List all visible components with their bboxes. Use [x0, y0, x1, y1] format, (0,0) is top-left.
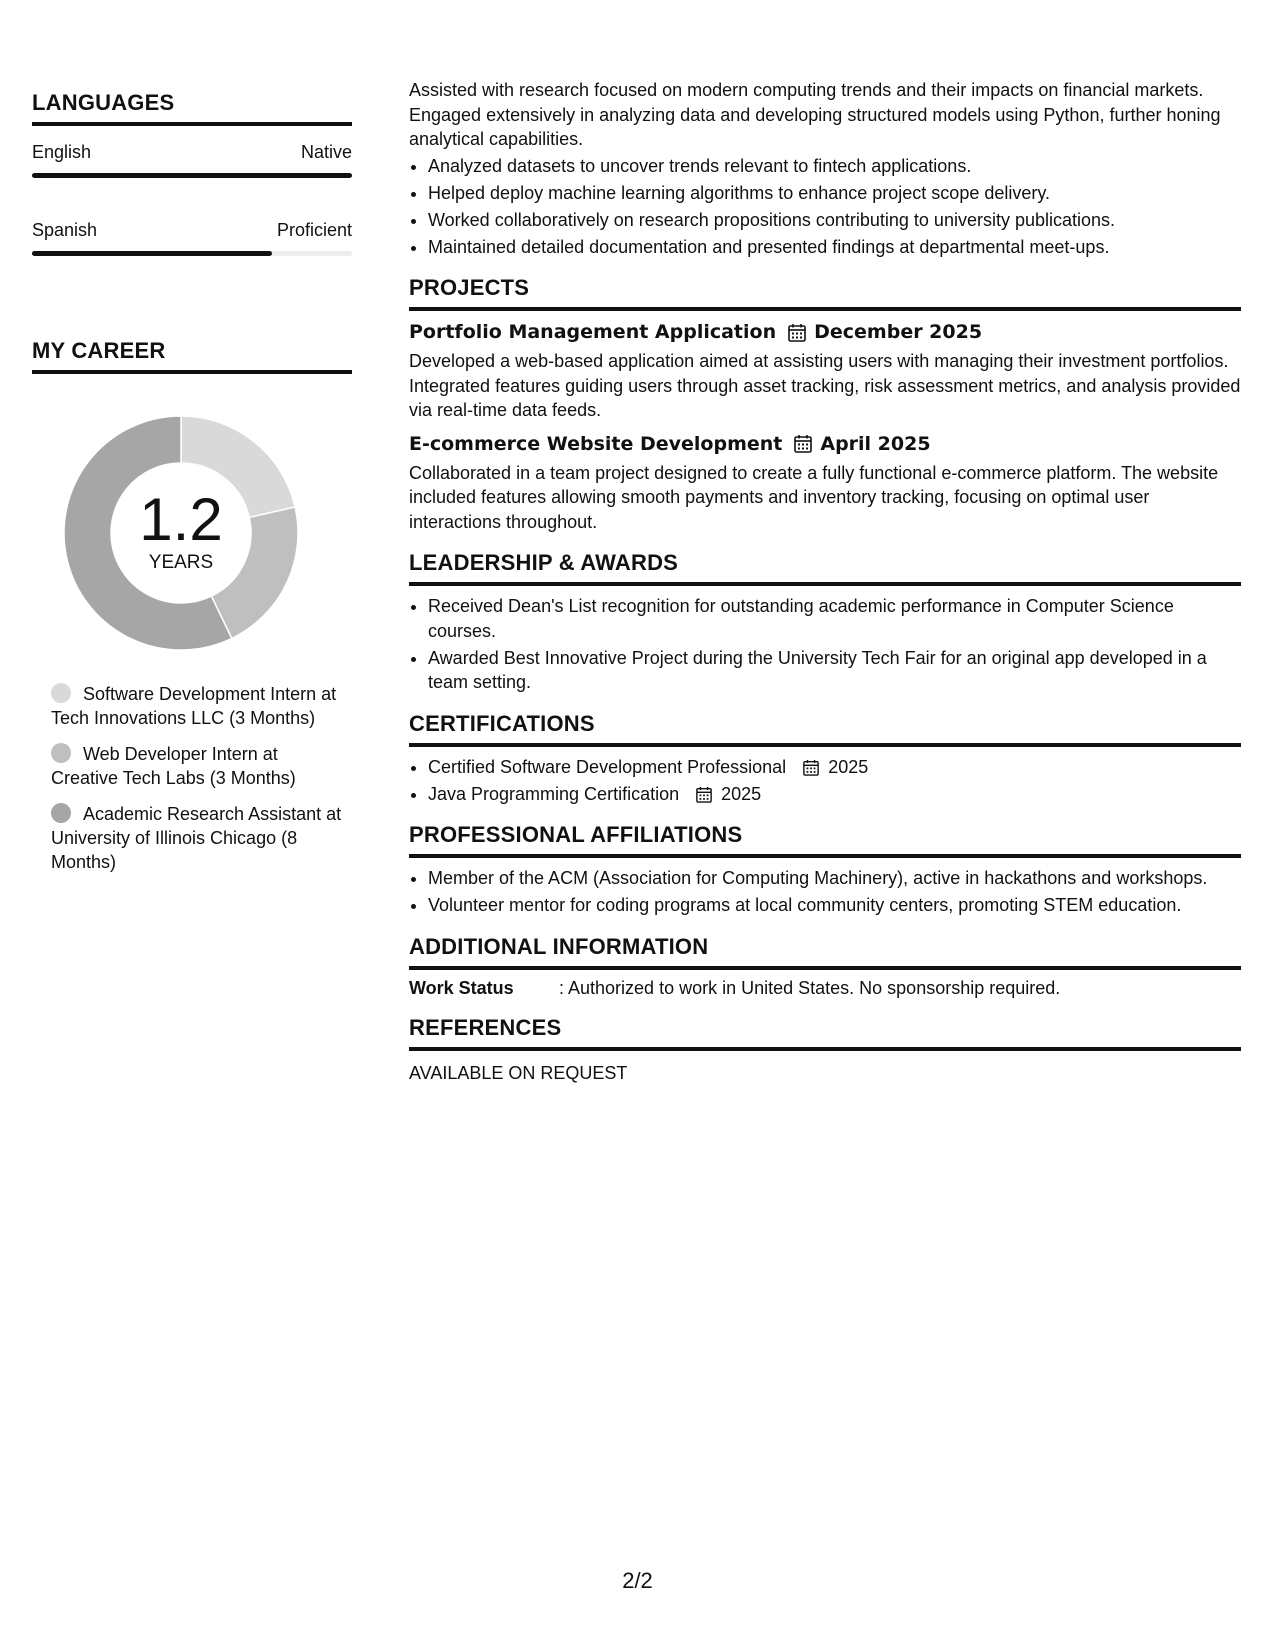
certification-year: 2025 — [721, 783, 762, 804]
certification-name: Java Programming Certification — [428, 783, 680, 804]
list-item: • Analyzed datasets to uncover trends relevant to fintech applications. — [428, 154, 1241, 179]
projects-section — [409, 275, 1241, 534]
work-status-value: : Authorized to work in United States. No sponsorship required. — [559, 977, 1061, 998]
right-column — [409, 78, 1241, 1084]
calendar-icon — [803, 759, 819, 776]
project-description: Developed a web-based application aimed at assisting users with managing their investment portfolios. Integrated features guiding users through asset tracking, risk assessment metrics, and analysis provided via real-time data feeds. — [409, 351, 1241, 420]
language-level: Proficient — [276, 220, 352, 240]
list-item: • Awarded Best Innovative Project during the University Tech Fair for an original app developed in a team setting. — [428, 646, 1241, 695]
certification-year: 2025 — [828, 756, 869, 777]
additional-info-section — [409, 934, 1241, 999]
calendar-icon — [794, 434, 812, 453]
career-total-unit: YEARS — [148, 552, 214, 573]
career-legend — [51, 682, 346, 874]
leadership-title: LEADERSHIP & AWARDS — [409, 550, 1241, 586]
list-item: • Helped deploy machine learning algorithms to enhance project scope delivery. — [428, 181, 1241, 206]
page-number: 2/2 — [622, 1568, 653, 1593]
career-donut-chart — [56, 408, 306, 658]
work-status-row — [409, 978, 1241, 999]
legend-dot-icon — [51, 683, 71, 703]
languages-title: LANGUAGES — [32, 90, 352, 126]
leadership-bullets — [409, 594, 1241, 695]
certification-name: Certified Software Development Professional — [428, 756, 787, 777]
references-title: REFERENCES — [409, 1015, 1241, 1051]
list-item — [428, 782, 1241, 807]
career-legend-item — [51, 682, 346, 730]
language-item — [32, 142, 352, 178]
certifications-list — [409, 755, 1241, 807]
references-section — [409, 1015, 1241, 1084]
career-legend-item — [51, 802, 346, 874]
certifications-title: CERTIFICATIONS — [409, 711, 1241, 747]
list-item: • Worked collaboratively on research propositions contributing to university publications. — [428, 208, 1241, 233]
career-section — [32, 338, 352, 874]
language-name: English — [32, 142, 92, 162]
list-item: • Volunteer mentor for coding programs at local community centers, promoting STEM education. — [428, 893, 1241, 918]
list-item: • Received Dean's List recognition for outstanding academic performance in Computer Science courses. — [428, 594, 1241, 643]
list-item: • Maintained detailed documentation and presented findings at departmental meet-ups. — [428, 235, 1241, 260]
left-column — [32, 90, 352, 886]
affiliations-section — [409, 822, 1241, 918]
career-title: MY CAREER — [32, 338, 352, 374]
career-legend-label: Academic Research Assistant at University of Illinois Chicago (8 Months) — [51, 804, 342, 872]
language-proficiency-bar — [32, 251, 352, 256]
project-date: December 2025 — [814, 321, 983, 343]
career-legend-label: Web Developer Intern at Creative Tech Labs (3 Months) — [51, 744, 296, 788]
certifications-section — [409, 711, 1241, 807]
work-status-label: Work Status — [409, 977, 514, 998]
legend-dot-icon — [51, 803, 71, 823]
legend-dot-icon — [51, 743, 71, 763]
affiliations-bullets — [409, 866, 1241, 918]
language-level: Native — [300, 142, 352, 162]
language-name: Spanish — [32, 220, 98, 240]
experience-bullets — [409, 154, 1241, 260]
language-proficiency-fill — [32, 251, 272, 256]
project-name: Portfolio Management Application — [409, 321, 777, 343]
affiliations-title: PROFESSIONAL AFFILIATIONS — [409, 822, 1241, 858]
language-proficiency-fill — [32, 173, 352, 178]
calendar-icon — [788, 323, 806, 342]
list-item — [428, 755, 1241, 780]
project-item — [409, 321, 1241, 423]
references-text: AVAILABLE ON REQUEST — [409, 1062, 628, 1083]
projects-title: PROJECTS — [409, 275, 1241, 311]
career-legend-label: Software Development Intern at Tech Innovations LLC (3 Months) — [51, 684, 337, 728]
calendar-icon — [696, 786, 712, 803]
project-description: Collaborated in a team project designed to create a fully functional e-commerce platform. The website included features allowing smooth payments and inventory tracking, focusing on optimal user interactions throughout. — [409, 462, 1219, 532]
experience-paragraph: Assisted with research focused on modern computing trends and their impacts on financial markets. Engaged extensively in analyzing data and developing structured models using Python, further honing analytical capabilities. — [409, 80, 1221, 149]
project-name: E-commerce Website Development — [409, 432, 783, 455]
career-legend-item — [51, 742, 346, 790]
list-item: • Member of the ACM (Association for Computing Machinery), active in hackathons and workshops. — [428, 866, 1241, 891]
leadership-section — [409, 550, 1241, 695]
additional-info-title: ADDITIONAL INFORMATION — [409, 934, 1241, 970]
project-item — [409, 433, 1241, 535]
language-item — [32, 220, 352, 256]
project-date: April 2025 — [820, 432, 931, 455]
language-proficiency-bar — [32, 173, 352, 178]
career-total-years: 1.2 — [139, 486, 223, 553]
